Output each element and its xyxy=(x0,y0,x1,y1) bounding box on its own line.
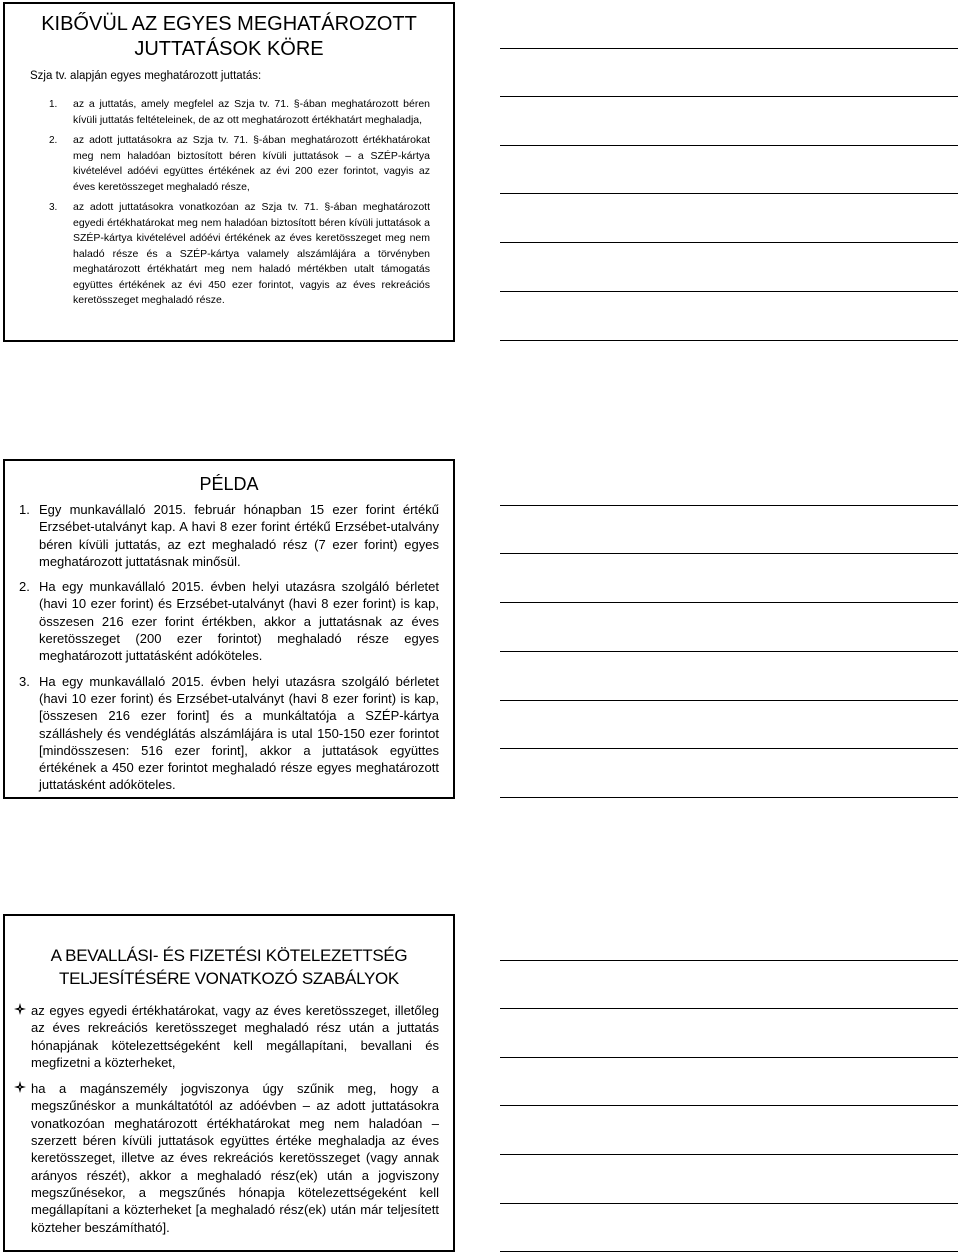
slide-1-title-line-1: KIBŐVÜL AZ EGYES MEGHATÁROZOTT xyxy=(41,13,417,35)
note-line xyxy=(500,193,958,194)
note-line xyxy=(500,553,958,554)
note-line xyxy=(500,651,958,652)
list-item xyxy=(5,578,453,664)
note-line xyxy=(500,797,958,798)
note-line xyxy=(500,1008,958,1009)
note-line xyxy=(500,700,958,701)
item-text: ha a magánszemély jogviszonya úgy szűnik meg, hogy a megszűnéskor a munkáltatótól az adóévben – az adott juttatásokra vonatkozóan meghatározott értékhatárokat meg nem haladóan – szerzett béren kívüli juttatások együttes értéke meghaladja az éves keretösszeget, illetve az éves rekreációs keretösszeget (vagy annak arányos részét), akkor a meghaladó rész(ek) után a jogviszony megszűnésekor, a megszűnés hónapja kötelezettségeként kell megállapítani a közterheket [a meghaladó rész(ek) után már teljesített közteher beszámítható]. xyxy=(31,1081,439,1235)
item-text: az egyes egyedi értékhatárokat, vagy az éves keretösszeget, illetőleg az éves rekreációs keretösszeget meghaladó rész után a juttatás hónapjának kötelezettségeként kell megállapítani, bevallani és megfizetni a közterheket, xyxy=(31,1003,439,1070)
item-number: 1. xyxy=(49,99,58,110)
slide-3-title-line-1: A BEVALLÁSI- ÉS FIZETÉSI KÖTELEZETTSÉG xyxy=(50,946,408,965)
note-line xyxy=(500,1251,958,1252)
note-line xyxy=(500,291,958,292)
slide-2-title: PÉLDA xyxy=(199,474,259,494)
note-line xyxy=(500,242,958,243)
list-item xyxy=(5,1002,453,1071)
item-text: az adott juttatásokra az Szja tv. 71. §-ában meghatározott értékhatárokat meg nem haladóan biztosított béren kívüli juttatások – a SZÉP-kártya kivételével adóévi együttes értékének az évi 200 ezer forintot, vagyis az éves keretösszeget meghaladó része, xyxy=(73,134,430,193)
slide-3 xyxy=(3,914,455,1252)
note-line xyxy=(500,1154,958,1155)
note-line xyxy=(500,602,958,603)
note-line xyxy=(500,48,958,49)
list-item xyxy=(5,501,453,570)
item-number: 2. xyxy=(19,579,30,595)
item-number: 1. xyxy=(19,502,30,517)
item-number: 3. xyxy=(49,202,58,213)
slide-1-subtitle: Szja tv. alapján egyes meghatározott juttatás: xyxy=(30,70,262,82)
item-text: az adott juttatásokra vonatkozóan az Szja tv. 71. §-ában meghatározott egyedi értékhatárokat meg nem haladóan biztosított béren kívüli juttatások a SZÉP-kártya kivételével adóévi értékének az éves keretösszeget meg nem haladó része és a SZÉP-kártya valamely alszámlájára a törvényben meghatározott értékhatárt meg nem haladó mértékben utalt támogatás együttes értékének az évi 450 ezer forintot, vagyis az éves rekreációs keretösszeget meghaladó része. xyxy=(73,201,430,306)
slide-1 xyxy=(3,2,455,342)
item-text: Ha egy munkavállaló 2015. évben helyi utazásra szolgáló bérletet (havi 10 ezer forint) és Erzsébet-utalványt (havi 8 ezer forint) is kap, [összesen 216 ezer forint] és a munkáltatója a SZÉP-kártya szálláshely és vendéglátás alszámlájára is utal 150-150 ezer forintot [mindösszesen: 516 ezer forint], akkor a juttatások együttes értékének a 450 ezer forintot meghaladó része egyes meghatározott juttatásként adóköteles. xyxy=(39,673,439,793)
note-line xyxy=(500,505,958,506)
note-line xyxy=(500,1203,958,1204)
list-item xyxy=(5,200,453,309)
list-item xyxy=(5,97,453,128)
slide-1-list xyxy=(5,97,453,309)
note-line xyxy=(500,145,958,146)
diamond-bullet-icon xyxy=(14,1003,26,1015)
list-item xyxy=(5,1080,453,1236)
item-number: 2. xyxy=(49,135,58,146)
slide-2 xyxy=(3,459,455,799)
item-text: Ha egy munkavállaló 2015. évben helyi utazásra szolgáló bérletet (havi 10 ezer forint) és Erzsébet-utalványt (havi 8 ezer forint) is kap, összesen 216 ezer forint értékben, akkor a juttatásnak az éves keretösszeget (200 ezer forintot) meghaladó része egyes meghatározott juttatásként adóköteles. xyxy=(39,579,439,664)
note-line xyxy=(500,96,958,97)
list-item xyxy=(5,673,453,794)
note-line xyxy=(500,1105,958,1106)
note-line xyxy=(500,960,958,961)
item-text: az a juttatás, amely megfelel az Szja tv. 71. §-ában meghatározott béren kívüli juttatás feltételeinek, de az ott meghatározott értékhatárt meghaladja, xyxy=(73,98,430,126)
slide-2-list xyxy=(5,501,453,794)
diamond-bullet-icon xyxy=(14,1081,26,1093)
slide-3-list xyxy=(5,1002,453,1236)
note-line xyxy=(500,1057,958,1058)
item-number: 3. xyxy=(19,673,30,689)
slide-3-title-line-2: TELJESÍTÉSÉRE VONATKOZÓ SZABÁLYOK xyxy=(59,969,399,988)
slide-1-title-line-2: JUTTATÁSOK KÖRE xyxy=(134,38,324,60)
list-item xyxy=(5,133,453,195)
note-line xyxy=(500,748,958,749)
note-line xyxy=(500,340,958,341)
slide-3-title xyxy=(5,944,453,990)
item-text: Egy munkavállaló 2015. február hónapban 15 ezer forint értékű Erzsébet-utalványt kap. A havi 8 ezer forint értékű Erzsébet-utalvány béren kívüli juttatás, az ezt meghaladó rész (7 ezer forint) egyes meghatározott juttatásnak minősül. xyxy=(39,502,439,569)
slide-1-title xyxy=(5,12,453,62)
